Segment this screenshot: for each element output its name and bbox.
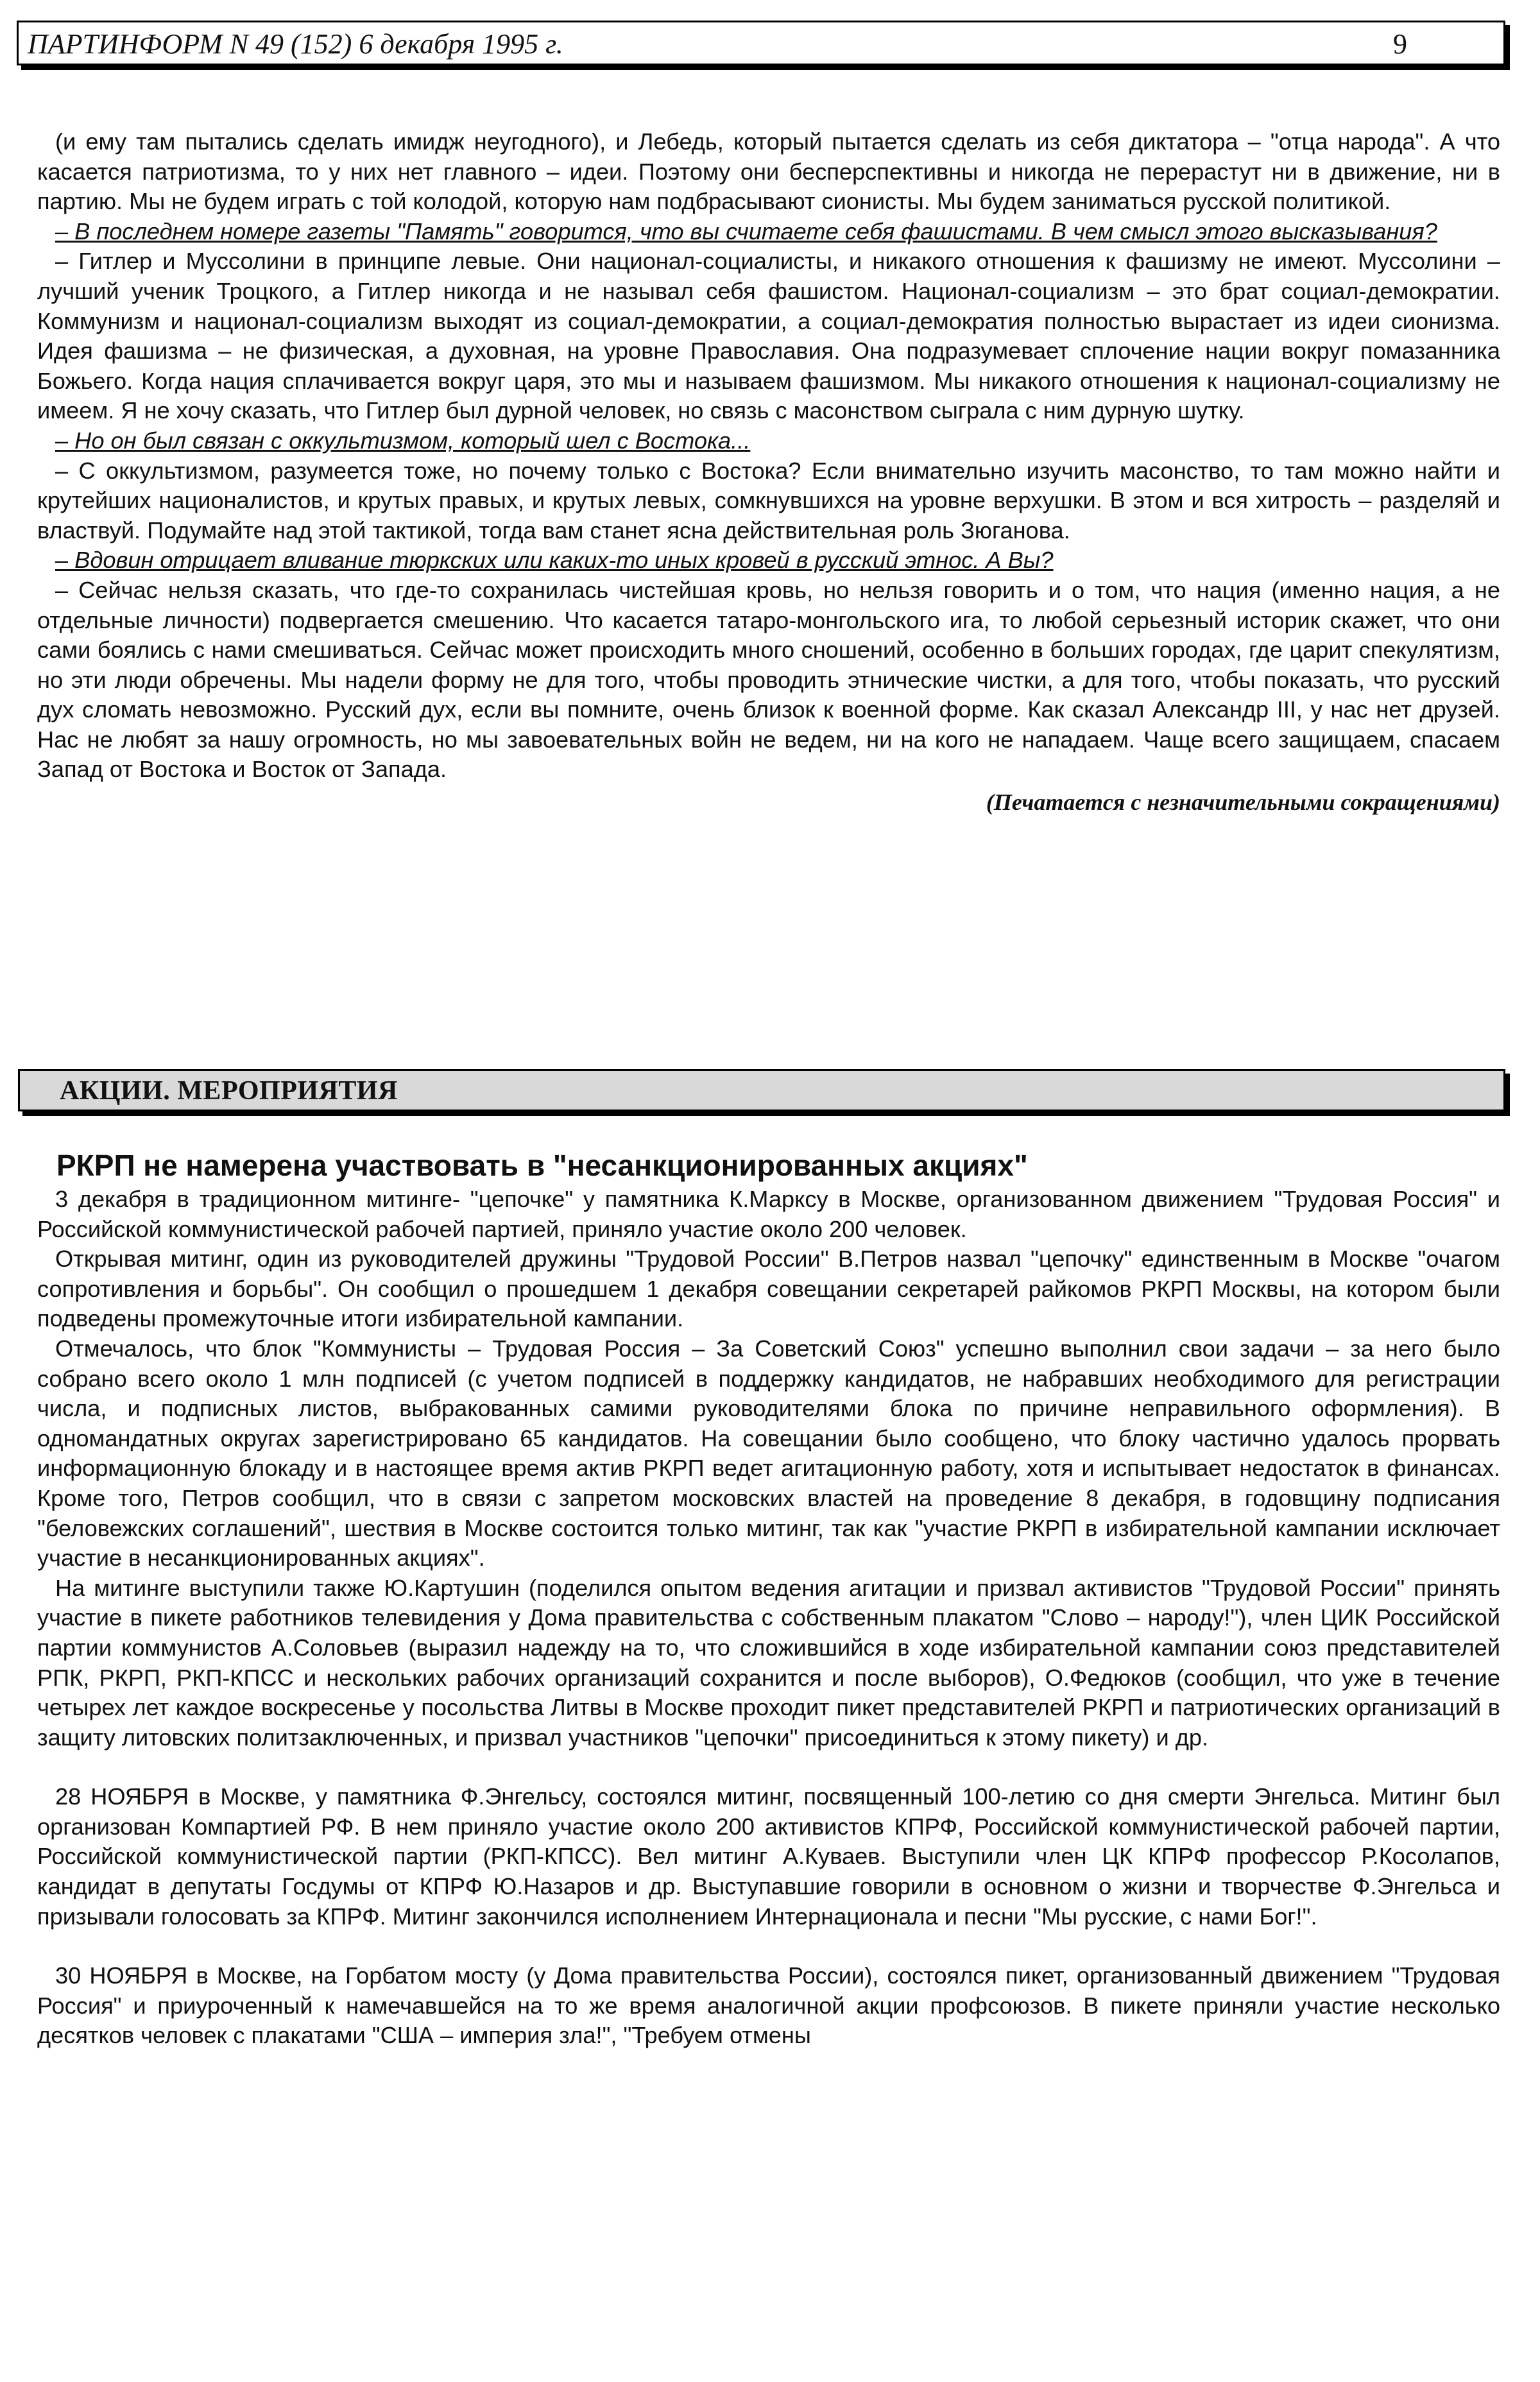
editorial-note: (Печатается с незначительными сокращениями) <box>986 789 1500 816</box>
article-paragraph: 3 декабря в традиционном митинге- "цепочке" у памятника К.Марксу в Москве, организованном движением "Трудовая Россия" и Российской коммунистической рабочей партией, приняло участие около 200 человек. <box>37 1186 1500 1242</box>
running-header <box>17 21 1505 65</box>
issue-title: ПАРТИНФОРМ N 49 (152) 6 декабря 1995 г. <box>28 28 563 60</box>
interview-question: – В последнем номере газеты "Память" говорится, что вы считаете себя фашистами. В чем смысл этого высказывания? <box>55 218 1437 244</box>
article-paragraph: На митинге выступили также Ю.Картушин (поделился опытом ведения агитации и призвал активистов "Трудовой России" принять участие в пикете работников телевидения у Дома правительства с собственным плакатом "Слово – народу!"), член ЦИК Российской партии коммунистов А.Соловьев (выразил надежду на то, что сложившийся в ходе избирательной кампании союз представителей РПК, РКРП, РКП-КПСС и нескольких рабочих организаций сохранится и после выборов), О.Федюков (сообщил, что уже в течение четырех лет каждое воскресенье у посольства Литвы в Москве проходит пикет представителей РКРП и патриотических организаций в защиту литовских политзаключенных, и призвал участников "цепочки" присоединиться к этому пикету) и др. <box>37 1574 1500 1751</box>
news-item: 28 НОЯБРЯ в Москве, у памятника Ф.Энгельсу, состоялся митинг, посвященный 100-летию со дня смерти Энгельса. Митинг был организован Компартией РФ. В нем приняло участие около 200 активистов КПРФ, Российской коммунистической рабочей партии, Российской коммунистической партии (РКП-КПСС). Вел митинг А.Куваев. Выступили член ЦК КПРФ профессор Р.Косолапов, кандидат в депутаты Госдумы от КПРФ Ю.Назаров и др. Выступавшие говорили в основном о жизни и творчестве Ф.Энгельса и призывали голосовать за КПРФ. Митинг закончился исполнением Интернационала и песни "Мы русские, с нами Бог!". <box>37 1783 1500 1930</box>
section-label: АКЦИИ. МЕРОПРИЯТИЯ <box>60 1076 398 1106</box>
interview-answer: – С оккультизмом, разумеется тоже, но почему только с Востока? Если внимательно изучить масонство, то там можно найти и крутейших националистов, и крутых правых, и крутых левых, сомкнувшихся на уровне верхушки. В этом и вся хитрость – разделяй и властвуй. Подумайте над этой тактикой, тогда вам станет ясна действительная роль Зюганова. <box>37 457 1500 544</box>
paragraph-gap <box>37 1752 1500 1782</box>
interview-paragraph: (и ему там пытались сделать имидж неугодного), и Лебедь, который пытается сделать из себя диктатора – "отца народа". А что касается патриотизма, то у них нет главного – идеи. Поэтому они бесперспективны и никогда не перерастут ни в движение, ни в партию. Мы не будем играть с той колодой, которую нам подбрасывают сионисты. Мы будем заниматься русской политикой. <box>37 128 1500 215</box>
interview-answer: – Гитлер и Муссолини в принципе левые. Они национал-социалисты, и никакого отношения к фашизму не имеют. Муссолини – лучший ученик Троцкого, а Гитлер никогда и не называл себя фашистом. Национал-социализм – это брат социал-демократии. Коммунизм и национал-социализм выходят из социал-демократии, а социал-демократия полностью вырастает из идеи сионизма. Идея фашизма – не физическая, а духовная, на уровне Православия. Она подразумевает сплочение нации вокруг помазанника Божьего. Когда нация сплачивается вокруг царя, это мы и называем фашизмом. Мы никакого отношения к национал-социализму не имеем. Я не хочу сказать, что Гитлер был дурной человек, но связь с масонством сыграла с ним дурную шутку. <box>37 248 1500 424</box>
article-title: РКРП не намерена участвовать в "несанкционированных акциях" <box>56 1149 1028 1182</box>
article-paragraph: Отмечалось, что блок "Коммунисты – Трудовая Россия – За Советский Союз" успешно выполнил свои задачи – за него было собрано всего около 1 млн подписей (с учетом подписей в поддержку кандидатов, не набравших необходимого для регистрации числа, и подписных листов, выбракованных самими руководителями блока по причине неправильного оформления). В одномандатных округах зарегистрировано 65 кандидатов. На совещании было сообщено, что блоку частично удалось прорвать информационную блокаду и в настоящее время актив РКРП ведет агитационную работу, хотя и испытывает недостаток в финансах. Кроме того, Петров сообщил, что в связи с запретом московских властей на проведение 8 декабря, в годовщину подписания "беловежских соглашений", шествия в Москве состоится только митинг, так как "участие РКРП в избирательной кампании исключает участие в несанкционированных акциях". <box>37 1335 1500 1572</box>
interview-question: – Вдовин отрицает вливание тюркских или каких-то иных кровей в русский этнос. А Вы? <box>55 547 1054 574</box>
page-number: 9 <box>1393 28 1407 60</box>
interview-text <box>37 127 1500 818</box>
paragraph-gap <box>37 1932 1500 1961</box>
article-paragraph: Открывая митинг, один из руководителей дружины "Трудовой России" В.Петров назвал "цепочку" единственным в Москве "очагом сопротивления и борьбы". Он сообщил о прошедшем 1 декабря совещании секретарей райкомов РКРП Москвы, на котором были подведены промежуточные итоги избирательной кампании. <box>37 1246 1500 1332</box>
interview-answer: – Сейчас нельзя сказать, что где-то сохранилась чистейшая кровь, но нельзя говорить и о том, что нация (именно нация, а не отдельные личности) подвергается смешению. Что касается татаро-монгольского ига, то любой серьезный историк скажет, что они сами боялись с нами смешиваться. Сейчас может происходить много сношений, особенно в больших городах, где царит спекулятизм, но эти люди обречены. Мы надели форму не для того, чтобы проводить этнические чистки, а для того, чтобы показать, что русский дух сломать невозможно. Русский дух, если вы помните, очень близок к военной форме. Как сказал Александр III, у нас нет друзей. Нас не любят за нашу огромность, но мы завоевательных войн не ведем, ни на кого не нападаем. Чаще всего защищаем, спасаем Запад от Востока и Восток от Запада. <box>37 576 1500 783</box>
interview-question: – Но он был связан с оккультизмом, который шел с Востока... <box>55 427 751 454</box>
section-header <box>18 1069 1505 1111</box>
article-text <box>37 1185 1500 2051</box>
news-item: 30 НОЯБРЯ в Москве, на Горбатом мосту (у Дома правительства России), состоялся пикет, организованный движением "Трудовая Россия" и приуроченный к намечавшейся на то же время аналогичной акции профсоюзов. В пикете приняли участие несколько десятков человек с плакатами "США – империя зла!", "Требуем отмены <box>37 1962 1500 2049</box>
